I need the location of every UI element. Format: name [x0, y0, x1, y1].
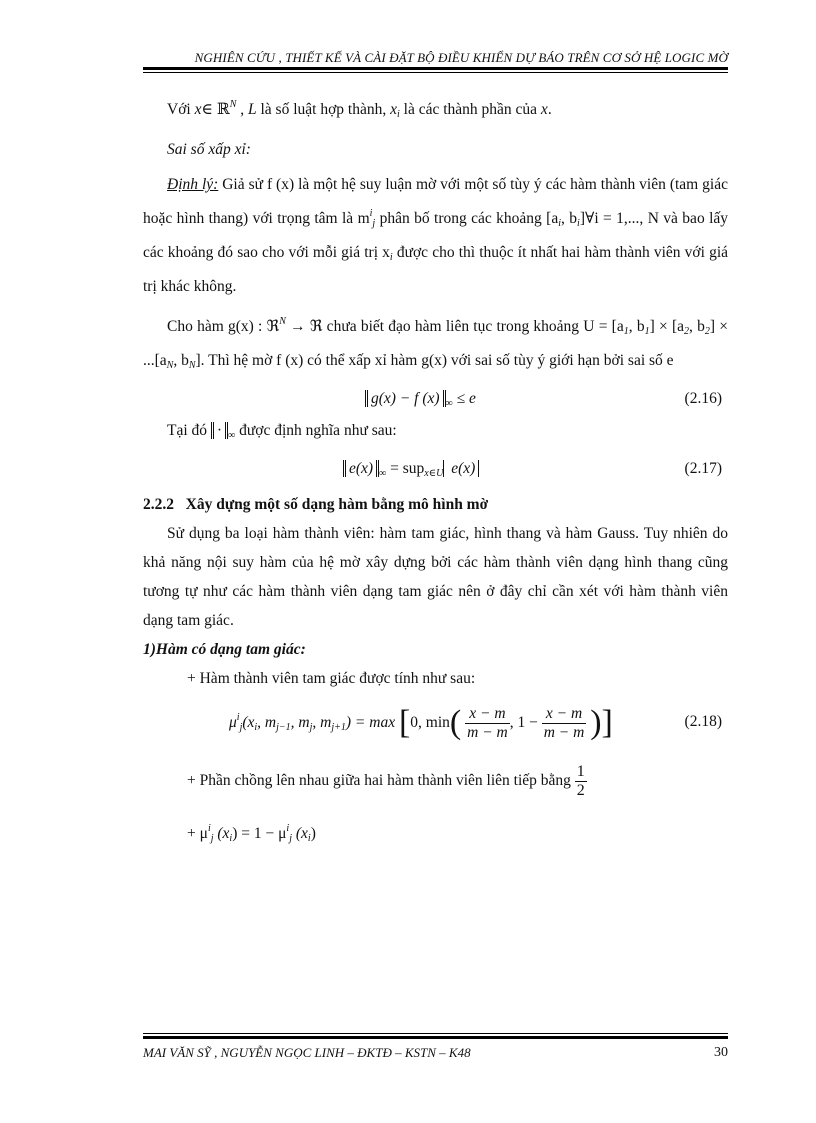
membership-paragraph: Sử dụng ba loại hàm thành viên: hàm tam giác, hình thang và hàm Gauss. Tuy nhiên do khả năng nội suy hàm của hệ mờ xây dựng bởi các hàm thành viên dạng hình thang cũng tương tự như các hàm thành viên dạng tam giác nên ở đây chỉ cần xét với hàm thành viên dạng tam giác. [143, 525, 728, 629]
equation-number: (2.16) [684, 390, 722, 407]
function-paragraph: Cho hàm g(x) : ℜ$^N$ → ℜ chưa biết đạo hàm liên tục trong khoảng $U = [a_1$, $b_1] \times [a_2$, $b_2] \times ...[a_N$, $b_N$]. Thì hệ mờ f (x) có thể xấp xỉ hàm g(x) với sai số tùy ý giới hạn bởi sai số e [143, 316, 729, 371]
page-content [143, 90, 728, 853]
equation-number: (2.18) [684, 713, 722, 730]
section-heading: 2.2.2 Xây dựng một số dạng hàm bằng mô hình mờ [143, 496, 489, 513]
overlap-line: + Phần chồng lên nhau giữa hai hàm thành viên liên tiếp bằng $\frac{1}{2}$ [187, 763, 585, 799]
equation-2-18: $\mu^i_j(x_i$, $m_{j-1}$, $m_j$, $m_{j+1}) = \max [0$, min( $\frac{x - m}{m - m}$ , 1 − $\frac{x - m}{m - m}$ )] (2.18) [229, 704, 722, 741]
header-rule-thin [143, 72, 728, 73]
footer-rule [143, 1036, 728, 1039]
approx-error-title: Sai số xấp xỉ: [167, 141, 251, 158]
norm-definition-line: Tại đó · $_\infty$ được định nghĩa như sau: [167, 422, 397, 441]
theorem-paragraph: Định lý: Giả sử f (x) là một hệ suy luận mờ với một số tùy ý các hàm thành viên (tam giác hoặc hình thang) với trọng tâm là $m^i_j$ phân bố trong các khoảng [$a_i$, $b_i]\forall i = 1$,..., N và bao lấy các khoảng đó sao cho với mỗi giá trị $x_i$ được cho thì thuộc ít nhất hai hàm thành viên với giá trị khác không. [143, 176, 729, 295]
equation-2-16: g(x) − f (x) $_\infty$ ≤ e (2.16) [143, 380, 728, 416]
header-title: NGHIÊN CỨU , THIẾT KẾ VÀ CÀI ĐẶT BỘ ĐIỀU KHIỂN DỰ BÁO TRÊN CƠ SỞ HỆ LOGIC MỜ [194, 50, 728, 65]
complement-line: + $\mu^i_j$ $(x_i) = 1 - \mu^i_j$ $(x_i)$ [187, 823, 316, 844]
theorem-label: Định lý: [167, 176, 219, 193]
triangle-description: + Hàm thành viên tam giác được tính như sau: [187, 670, 476, 687]
page-number: 30 [714, 1045, 728, 1060]
triangle-subheading: 1)Hàm có dạng tam giác: [143, 641, 306, 658]
footer-authors: MAI VĂN SỸ , NGUYỄN NGỌC LINH – ĐKTĐ – KSTN – K48 [143, 1045, 471, 1060]
equation-2-17: e(x) $_\infty$ = sup$_{x\in U}$ e(x) (2.17) [143, 450, 728, 486]
equation-number: (2.17) [684, 460, 722, 477]
footer-rule-thin [143, 1033, 728, 1034]
intro-line: Với x∈ ℝ$^N$ , L là số luật hợp thành, $x_i$ là các thành phần của x. [167, 99, 552, 120]
header-rule [143, 67, 728, 70]
